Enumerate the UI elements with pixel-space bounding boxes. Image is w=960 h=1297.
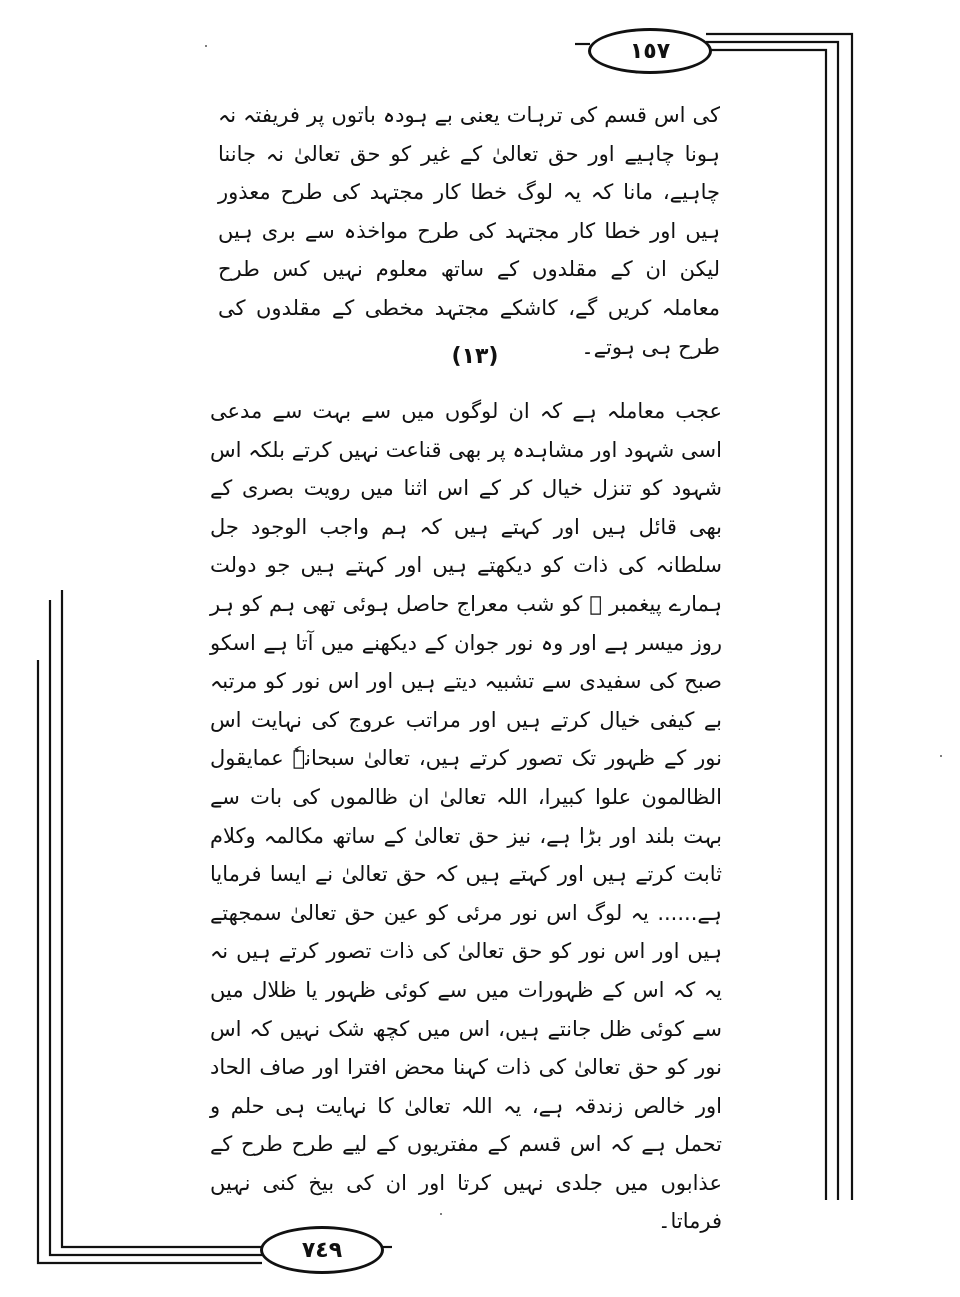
bottom-page-number-text: ٧٤٩	[301, 1237, 343, 1263]
paragraph-intro: کی اس قسم کی ترہات یعنی بے ہودہ باتوں پر فریفتہ نہ ہونا چاہیے اور حق تعالیٰ کے غیر کو حق تعالیٰ نہ جاننا چاہیے، مانا کہ یہ لوگ خطا کار مجتہد کی طرح معذور ہیں اور خطا کار مجتہد کی طرح مواخذہ سے بری ہیں لیکن ان کے مقلدوں کے ساتھ معلوم نہیں کس طرح معاملہ کریں گے، کاشکے مجتہد مخطی کے مقلدوں کی طرح ہی ہوتے۔	[218, 103, 720, 359]
scan-speck	[440, 1213, 442, 1215]
scan-speck	[205, 45, 207, 47]
bottom-page-number	[260, 1226, 384, 1274]
top-page-number	[588, 28, 712, 74]
scan-speck	[940, 755, 942, 757]
border-line-top-inner	[706, 50, 826, 1200]
top-page-number-text: ١٥٧	[629, 38, 671, 64]
border-line-top-middle	[706, 42, 838, 1200]
paragraph-main: عجب معاملہ ہے کہ ان لوگوں میں سے بہت سے مدعی اسی شہود اور مشاہدہ پر بھی قناعت نہیں کرتے بلکہ اس شہود کو تنزل خیال کر کے اس اثنا میں رویت بصری کے بھی قائل ہیں اور کہتے ہیں کہ ہم واجب الوجود جل سلطانہ کی ذات کو دیکھتے ہیں اور کہتے ہیں جو دولت ہمارے پیغمبر ﷺ کو شب معراج حاصل ہوئی تھی ہم کو ہر روز میسر ہے اور وہ نور جوان کے دیکھنے میں آتا ہے اسکو صبح کی سفیدی سے تشبیہ دیتے ہیں اور اس نور کو مرتبہ بے کیفی خیال کرتے ہیں اور مراتب عروج کی نہایت اس نور کے ظہور تک تصور کرتے ہیں، تعالیٰ سبحانہٗ عمایقول الظالمون علوا کبیرا، اللہ تعالیٰ ان ظالموں کی بات سے بہت بلند اور بڑا ہے، نیز حق تعالیٰ کے ساتھ مکالمہ وکلام ثابت کرتے ہیں اور کہتے ہیں کہ حق تعالیٰ نے ایسا فرمایا ہے...... یہ لوگ اس نور مرئی کو عین حق تعالیٰ سمجھتے ہیں اور اس نور کو حق تعالیٰ کی ذات تصور کرتے ہیں نہ یہ کہ اس کے ظہورات میں سے کوئی ظہور یا ظلال میں سے کوئی ظل جانتے ہیں، اس میں کچھ شک نہیں کہ اس نور کو حق تعالیٰ کی ذات کہنا محض افترا اور صاف الحاد اور خالص زندقہ ہے، یہ اللہ تعالیٰ کا نہایت ہی حلم و تحمل ہے کہ اس قسم کے مفتریوں کے لیے طرح طرح کے عذابوں میں جلدی نہیں کرتا اور ان کی بیخ کنی نہیں فرماتا۔	[210, 399, 722, 1234]
border-line-top-outer	[706, 34, 852, 1200]
section-heading: (١٣)	[451, 344, 499, 369]
